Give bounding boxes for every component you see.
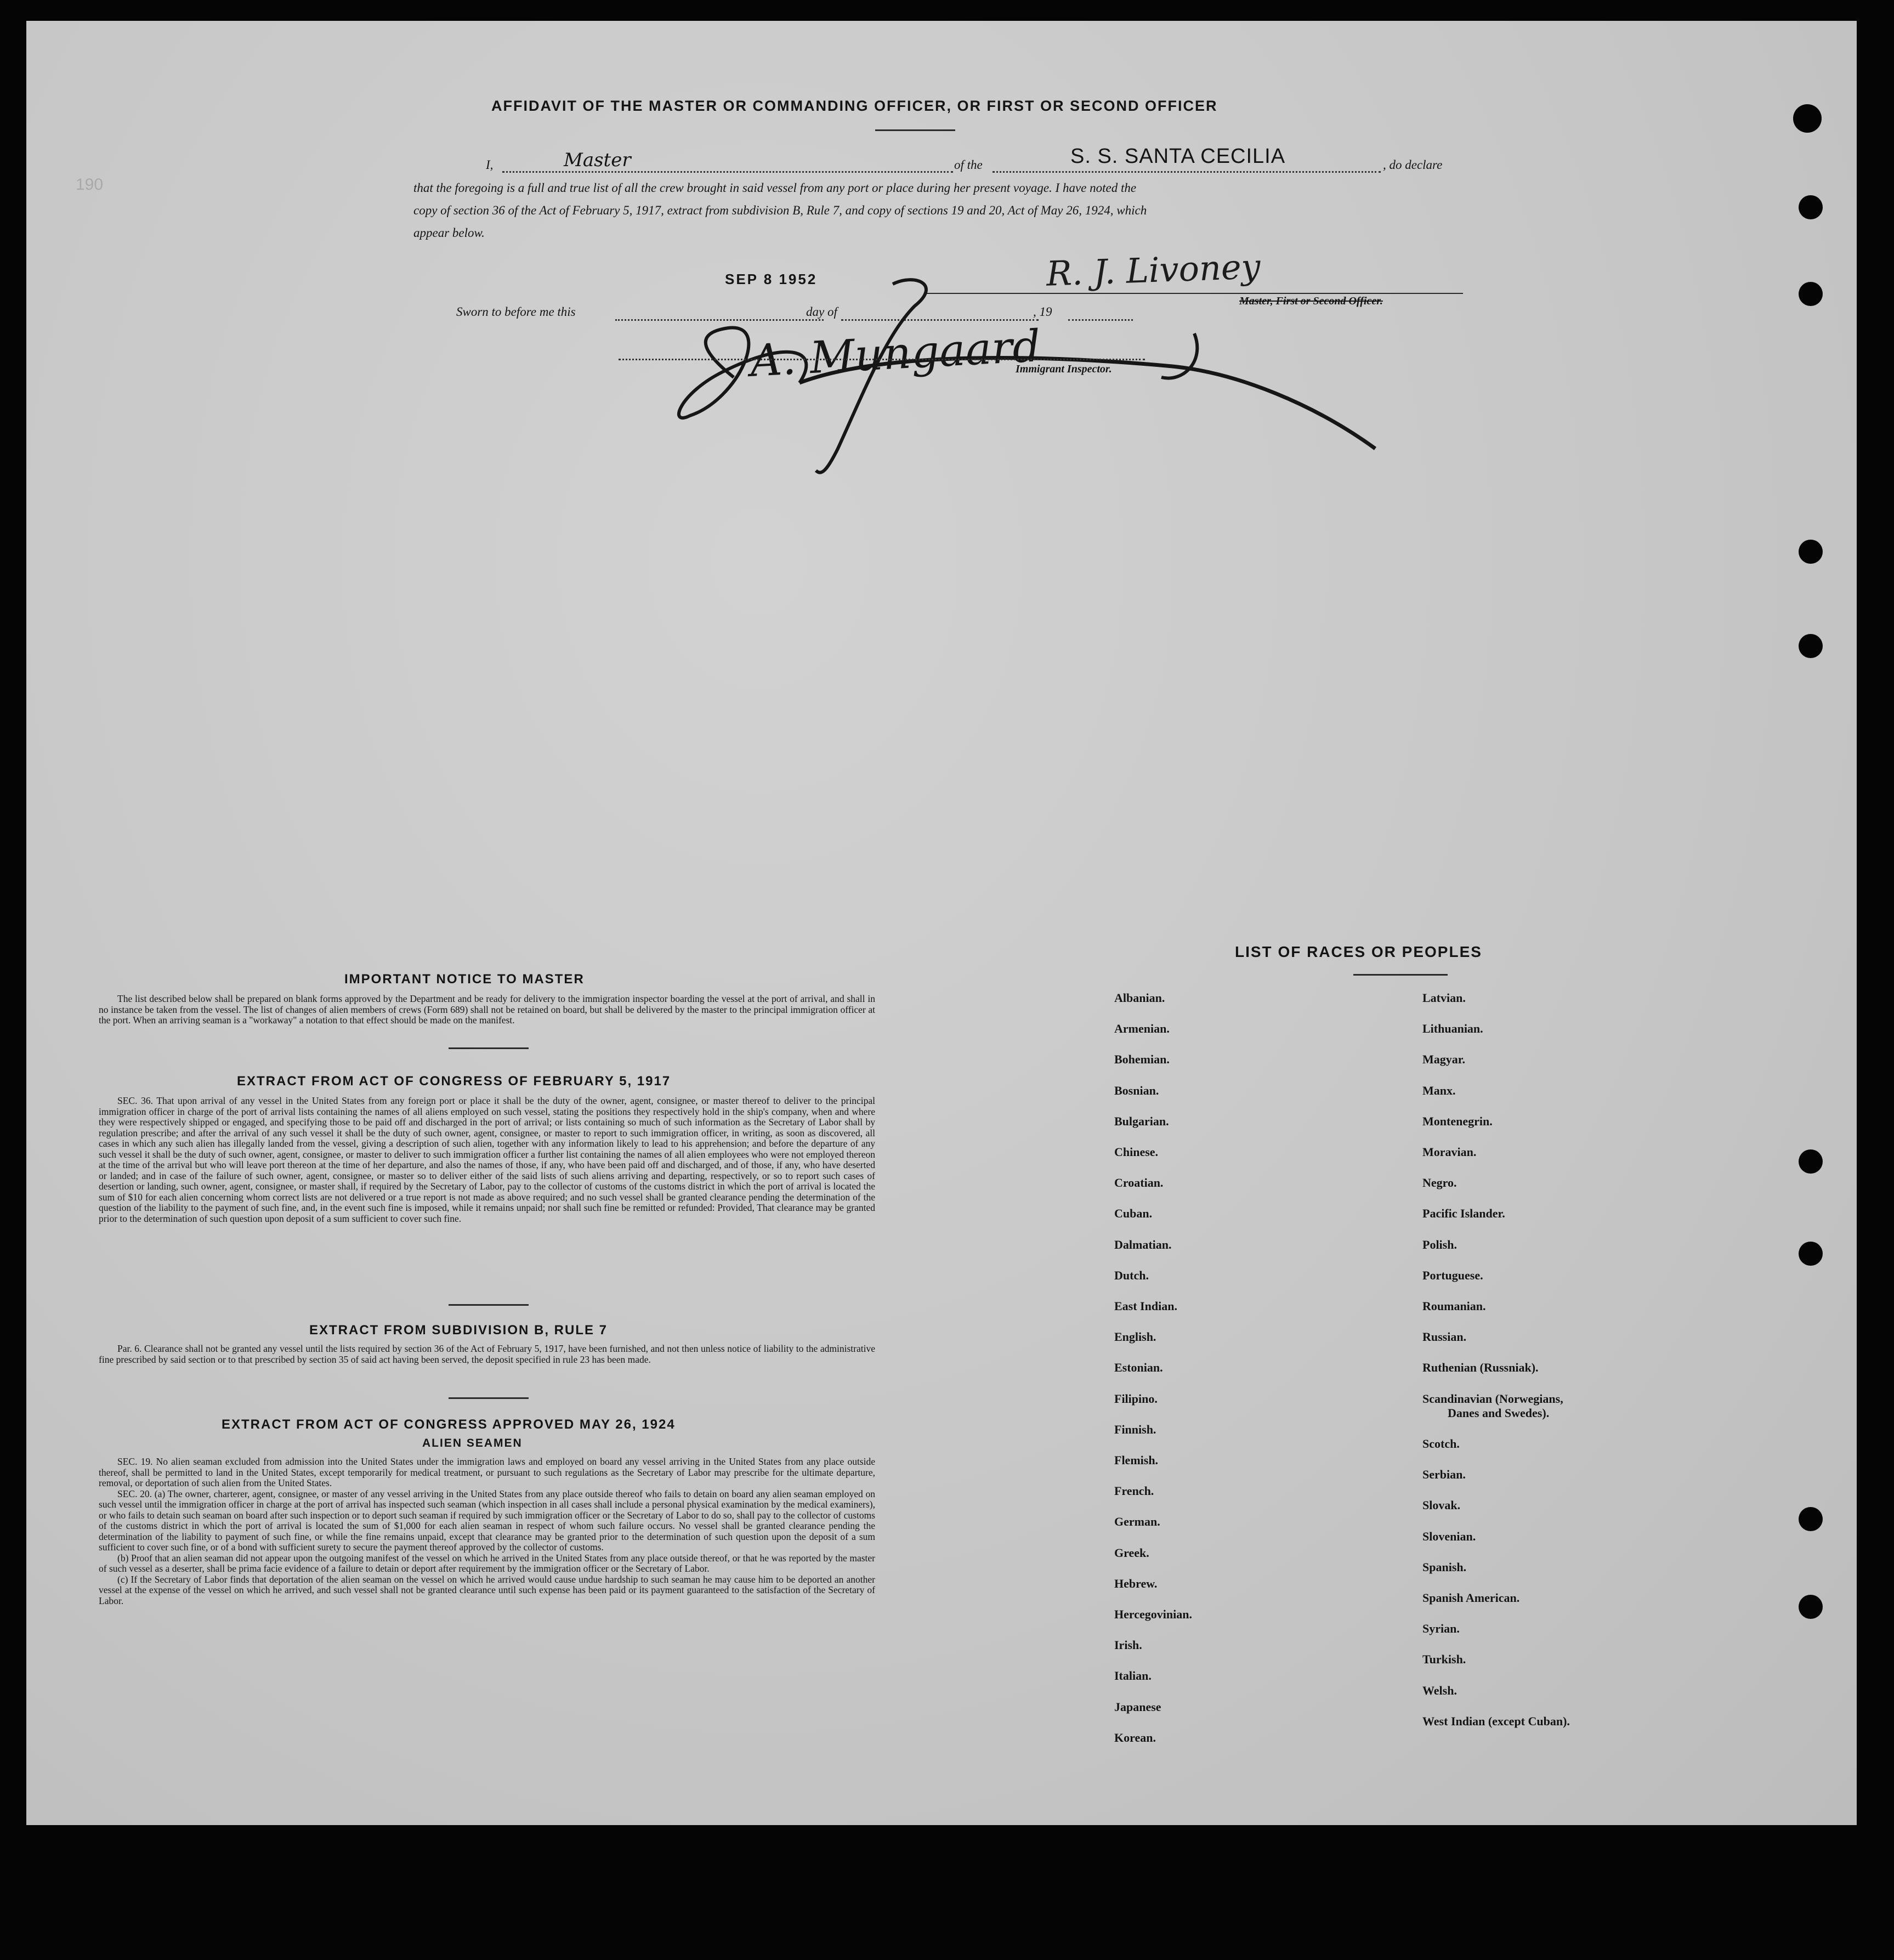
race-item: Latvian. [1422,991,1466,1005]
race-item: Welsh. [1422,1683,1457,1697]
race-item: Ruthenian (Russniak). [1422,1361,1539,1375]
race-item: Lithuanian. [1422,1022,1483,1036]
punch-hole [1799,634,1823,658]
affidavit-declare: , do declare [1383,158,1443,172]
race-item: Moravian. [1422,1145,1477,1159]
punch-hole [1799,1242,1823,1266]
role-line [502,171,953,173]
officer-caption: Master, First or Second Officer. [1239,295,1383,307]
race-item: Italian. [1114,1669,1152,1683]
race-item: Turkish. [1422,1652,1466,1667]
race-item: Russian. [1422,1330,1467,1344]
extract-1924-title: EXTRACT FROM ACT OF CONGRESS APPROVED MAY 26, 1924 [222,1417,676,1432]
inspector-signature: A. Mungaard [748,320,1042,387]
race-item: Bohemian. [1114,1052,1170,1067]
extract-1924-text [99,1457,875,1606]
date-stamp: SEP 8 1952 [725,271,818,287]
race-item: Pacific Islander. [1422,1206,1505,1221]
races-divider [1353,974,1448,976]
race-item: English. [1114,1330,1156,1344]
affidavit-line3: copy of section 36 of the Act of February 5, 1917, extract from subdivision B, Rule 7, and copy of sections 19 and 20, Act of May 26, 1924, which [413,203,1147,217]
race-item: Polish. [1422,1237,1457,1251]
race-item: Scandinavian (Norwegians, [1422,1391,1563,1406]
race-item: Irish. [1114,1638,1142,1652]
affidavit-vessel: S. S. SANTA CECILIA [1070,145,1286,168]
notice-divider [449,1047,529,1049]
race-item: Slovak. [1422,1498,1461,1513]
race-item: Bulgarian. [1114,1114,1169,1128]
affidavit-i: I, [486,158,494,172]
sec-20-a: SEC. 20. (a) The owner, charterer, agent, consignee, or master of any vessel arriving in the United States from any place outside thereof who fails to detain on board any alien seaman employed on such vessel until the immigration officer in charge at the port of arrival has inspected such seaman (which inspection in all cases shall include a personal physical examination by the medical examiners), or who fails to detain such seaman on board after such inspection or to deport such seaman if required by such immigration officer or the Secretary of Labor to do so, shall pay to the collector of customs of the customs district in which the port of arrival is located the sum of $1,000 for each alien seaman in respect of whom such failure occurs. No vessel shall be granted clearance pending the determination of the liability to payment of such fine, or while the fine remains unpaid, except that clearance may be granted prior to the determination of such question upon the deposit of a sum sufficient to cover such fine, or of a bond with sufficient surety to secure the payment thereof approved by the collector of customs. [99,1488,875,1553]
punch-hole [1799,1149,1823,1174]
sec-20-c: (c) If the Secretary of Labor finds that deportation of the alien seaman on the vessel on which he arrived would cause undue hardship to such seaman he may cause him to be deported an another vessel at the expense of the vessel on which he arrived, and such vessel shall not be granted clearance until such expense has been paid or its payment guaranteed to the satisfaction of the Secretary of Labor. [99,1573,875,1606]
race-item: Syrian. [1422,1622,1460,1636]
race-item: Scotch. [1422,1437,1460,1451]
race-item: Chinese. [1114,1145,1159,1159]
race-item: West Indian (except Cuban). [1422,1714,1570,1728]
extract-1917-text: SEC. 36. That upon arrival of any vessel in the United States from any foreign port or place it shall be the duty of the owner, agent, consignee, or master thereof to deliver to the principal immigration officer in charge of the port of arrival lists containing the names of all aliens employed on such vessel, stating the positions they respectively hold in the ship's company, when and where they were respectively shipped or engaged, and specifying those to be paid off and discharged in the port of arrival; or lists containing so much of such information as the Secretary of Labor shall by regulation prescribe; and after the arrival of any such vessel it shall be the duty of such owner, agent, consignee, or master to report to such immigration officer, in writing, as soon as discovered, all cases in which any such alien has illegally landed from the vessel, giving a description of such alien, together with any information likely to lead to his apprehension; and before the departure of any such vessel it shall be the duty of such owner, agent, consignee, or master to deliver to such immigration officer a further list containing the names of all alien employees who were not employed thereon at the time of the arrival but who will leave port thereon at the time of her departure, and also the names of those, if any, who have been paid off and discharged, and of those, if any, who have deserted or landed; and in case of the failure of such owner, agent, consignee, or master so to deliver either of the said lists of such aliens arriving and departing, respectively, or so to report such cases of desertion or landing, such owner, agent, consignee, or master shall, if required by the Secretary of Labor, pay to the collector of customs of the customs district in which the port of arrival is located the sum of $10 for each alien concerning whom correct lists are not delivered or a true report is not made as above required; and no such vessel shall be granted clearance pending the determination of the question of the liability to the payment of such fine, and, in the event such fine is imposed, while it remains unpaid; nor shall such fine be remitted or refunded: Provided, That clearance may be granted prior to the determination of such question upon deposit of a sum sufficient to cover such fine. [99,1095,875,1224]
document-page [26,21,1857,1825]
race-item: Portuguese. [1422,1268,1483,1282]
vessel-line [993,171,1381,173]
affidavit-of-the: of the [954,158,983,172]
officer-signature: R. J. Livoney [1045,246,1261,294]
race-item: Magyar. [1422,1052,1466,1067]
punch-hole [1799,1595,1823,1619]
race-item: Albanian. [1114,991,1165,1005]
race-item: Finnish. [1114,1422,1156,1436]
race-item: Japanese [1114,1700,1161,1714]
punch-hole [1793,104,1822,133]
race-item: Dutch. [1114,1268,1149,1282]
sworn-label: Sworn to before me this [456,305,576,319]
affidavit-line2: that the foregoing is a full and true list of all the crew brought in said vessel from any port or place during her present voyage. I have noted the [413,181,1137,195]
race-item: German. [1114,1515,1160,1529]
year-prefix: , 19 [1033,305,1052,319]
extract-1917-divider [449,1304,529,1306]
punch-hole [1799,540,1823,564]
sec-20-b: (b) Proof that an alien seaman did not appear upon the outgoing manifest of the vessel on which he arrived in the United States from any place outside thereof, or that he was reported by the master of such vessel as a deserter, shall be prima facie evidence of a failure to detain or deport after requirement by the immigration officer or the Secretary of Labor. [99,1552,875,1574]
race-item: Greek. [1114,1545,1149,1560]
race-item: Roumanian. [1422,1299,1486,1313]
race-item: Bosnian. [1114,1083,1159,1097]
race-item: Serbian. [1422,1468,1466,1482]
day-label: day of [806,305,837,319]
extract-1917-title: EXTRACT FROM ACT OF CONGRESS OF FEBRUARY 5, 1917 [237,1074,671,1089]
punch-hole [1799,195,1823,219]
extract-rule7-title: EXTRACT FROM SUBDIVISION B, RULE 7 [309,1323,608,1338]
race-item: Spanish. [1422,1560,1467,1574]
extract-rule7-divider [449,1397,529,1399]
race-item: Slovenian. [1422,1529,1476,1543]
affidavit-line4: appear below. [413,226,485,240]
margin-number: 190 [76,175,104,194]
notice-title: IMPORTANT NOTICE TO MASTER [344,972,585,987]
race-item: Cuban. [1114,1206,1153,1221]
inspector-caption: Immigrant Inspector. [1016,363,1112,375]
extract-1924-subtitle: ALIEN SEAMEN [422,1437,523,1449]
extract-rule7-text: Par. 6. Clearance shall not be granted any vessel until the lists required by section 36 of the Act of February 5, 1917, have been furnished, and not then unless notice of liability to the administrative fine prescribed by said section or to that prescribed by section 35 of said act having been served, the deposit specified in rule 23 has been made. [99,1343,875,1365]
race-item: Flemish. [1114,1453,1159,1467]
race-item: Estonian. [1114,1361,1163,1375]
punch-hole [1799,1507,1823,1531]
race-item: Hercegovinian. [1114,1607,1192,1621]
notice-text: The list described below shall be prepared on blank forms approved by the Department and be ready for delivery to the immigration inspector boarding the vessel at the port of arrival, and shall in no instance be taken from the vessel. The list of changes of alien members of crews (Form 689) shall not be retained on board, but shall be delivered by the master to the principal immigration officer at the port. When an arriving seaman is a "workaway" a notation to that effect should be made on the manifest. [99,993,875,1026]
race-item: Spanish American. [1422,1591,1520,1605]
sec-19: SEC. 19. No alien seaman excluded from admission into the United States under the immigration laws and employed on board any vessel arriving in the United States from any place outside thereof, shall be permitted to land in the United States, except temporarily for medical treatment, or pursuant to such regulations as the Secretary of Labor may prescribe for the ultimate departure, removal, or deportation of such alien from the United States. [99,1456,875,1488]
affidavit-title: AFFIDAVIT OF THE MASTER OR COMMANDING OFFICER, OR FIRST OR SECOND OFFICER [491,98,1218,114]
inspector-line [619,359,1145,360]
race-item: Dalmatian. [1114,1237,1172,1251]
race-item: East Indian. [1114,1299,1177,1313]
race-item: Manx. [1422,1083,1456,1097]
race-item: Croatian. [1114,1176,1164,1190]
race-item: Montenegrin. [1422,1114,1493,1128]
race-item: Armenian. [1114,1022,1170,1036]
race-item: Korean. [1114,1730,1156,1744]
race-item: Danes and Swedes). [1448,1406,1550,1420]
race-item: Filipino. [1114,1391,1158,1406]
race-item: Hebrew. [1114,1576,1158,1590]
punch-hole [1799,282,1823,306]
races-title: LIST OF RACES OR PEOPLES [1235,943,1482,960]
title-divider [875,129,955,131]
race-item: French. [1114,1484,1154,1498]
race-item: Negro. [1422,1176,1457,1190]
affidavit-role: Master [564,149,631,171]
